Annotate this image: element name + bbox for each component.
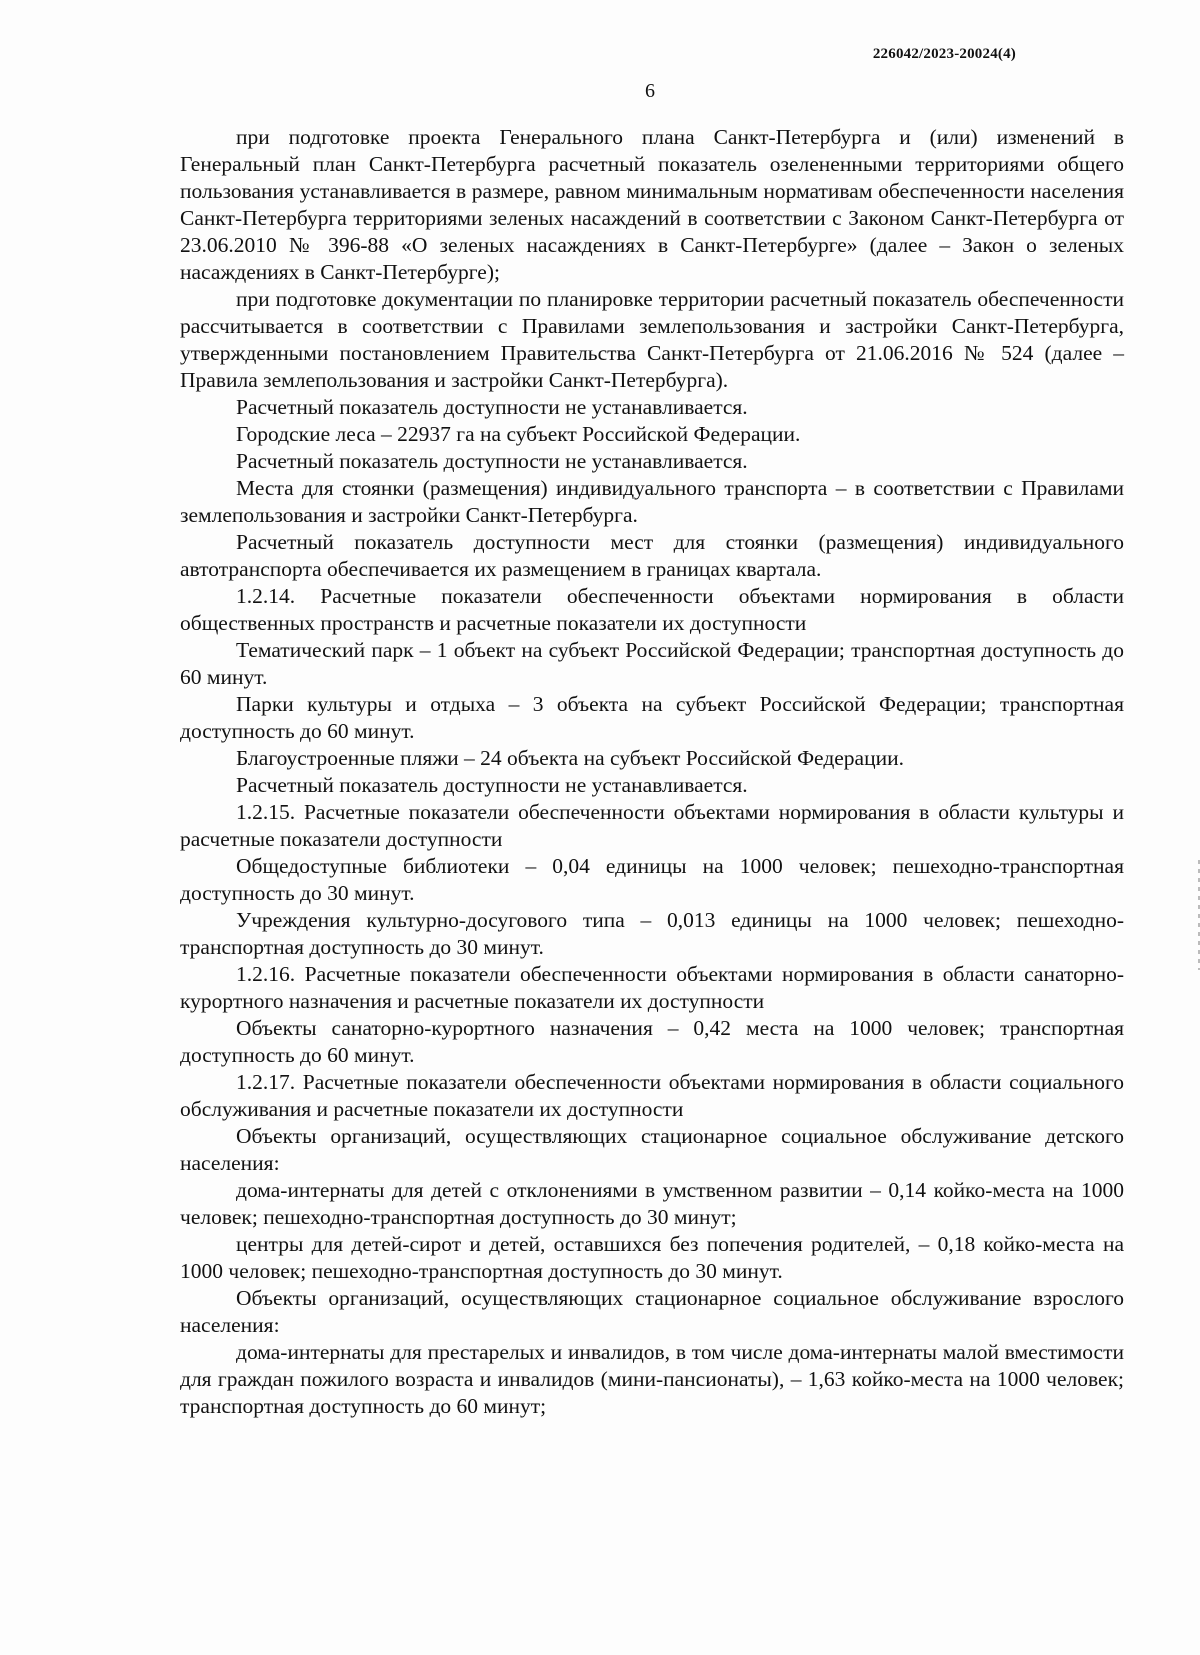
- paragraph: Учреждения культурно-досугового типа – 0,013 единицы на 1000 человек; пешеходно-транспортная доступность до 30 минут.: [180, 908, 1124, 959]
- paragraph: Расчетный показатель доступности не устанавливается.: [236, 449, 748, 473]
- paragraph: при подготовке документации по планировке территории расчетный показатель обеспеченности рассчитывается в соответствии с Правилами землепользования и застройки Санкт-Петербурга, утвержденными постановлением Правительства Санкт-Петербурга от 21.06.2016 № 524 (далее – Правила землепользования и застройки Санкт-Петербурга).: [180, 287, 1124, 392]
- paragraph: Общедоступные библиотеки – 0,04 единицы на 1000 человек; пешеходно-транспортная доступность до 30 минут.: [180, 854, 1124, 905]
- section-heading-1-2-17: 1.2.17. Расчетные показатели обеспеченности объектами нормирования в области социального обслуживания и расчетные показатели их доступности: [180, 1070, 1124, 1121]
- document-body: [180, 124, 1124, 1420]
- paragraph: при подготовке проекта Генерального плана Санкт-Петербурга и (или) изменений в Генеральный план Санкт-Петербурга расчетный показатель озелененными территориями общего пользования устанавливается в размере, равном минимальным нормативам обеспеченности населения Санкт-Петербурга территориями зеленых насаждений в соответствии с Законом Санкт-Петербурга от 23.06.2010 № 396-88 «О зеленых насаждениях в Санкт-Петербурге» (далее – Закон о зеленых насаждениях в Санкт-Петербурге);: [180, 125, 1124, 284]
- paragraph: Объекты организаций, осуществляющих стационарное социальное обслуживание взрослого населения:: [180, 1286, 1124, 1337]
- paragraph: Тематический парк – 1 объект на субъект Российской Федерации; транспортная доступность до 60 минут.: [180, 638, 1124, 689]
- paragraph: Благоустроенные пляжи – 24 объекта на субъект Российской Федерации.: [236, 746, 904, 770]
- section-heading-1-2-15: 1.2.15. Расчетные показатели обеспеченности объектами нормирования в области культуры и расчетные показатели доступности: [180, 800, 1124, 851]
- section-heading-1-2-16: 1.2.16. Расчетные показатели обеспеченности объектами нормирования в области санаторно-курортного назначения и расчетные показатели их доступности: [180, 962, 1124, 1013]
- paragraph: Расчетный показатель доступности мест для стоянки (размещения) индивидуального автотранспорта обеспечивается их размещением в границах квартала.: [180, 530, 1124, 581]
- paragraph: Расчетный показатель доступности не устанавливается.: [236, 395, 748, 419]
- page-number: 6: [645, 80, 655, 102]
- paragraph: Городские леса – 22937 га на субъект Российской Федерации.: [236, 422, 801, 446]
- paragraph: Объекты санаторно-курортного назначения – 0,42 места на 1000 человек; транспортная доступность до 60 минут.: [180, 1016, 1124, 1067]
- paragraph: Объекты организаций, осуществляющих стационарное социальное обслуживание детского населения:: [180, 1124, 1124, 1175]
- document-number: 226042/2023-20024(4): [872, 46, 1016, 62]
- paragraph: Места для стоянки (размещения) индивидуального транспорта – в соответствии с Правилами землепользования и застройки Санкт-Петербурга.: [180, 476, 1124, 527]
- paragraph: дома-интернаты для престарелых и инвалидов, в том числе дома-интернаты малой вместимости для граждан пожилого возраста и инвалидов (мини-пансионаты), – 1,63 койко-места на 1000 человек; транспортная доступность до 60 минут;: [180, 1340, 1124, 1418]
- paragraph: Парки культуры и отдыха – 3 объекта на субъект Российской Федерации; транспортная доступность до 60 минут.: [180, 692, 1124, 743]
- paragraph: Расчетный показатель доступности не устанавливается.: [236, 773, 748, 797]
- paragraph: центры для детей-сирот и детей, оставшихся без попечения родителей, – 0,18 койко-места на 1000 человек; пешеходно-транспортная доступность до 30 минут.: [180, 1232, 1124, 1283]
- paragraph: дома-интернаты для детей с отклонениями в умственном развитии – 0,14 койко-места на 1000 человек; пешеходно-транспортная доступность до 30 минут;: [180, 1178, 1124, 1229]
- section-heading-1-2-14: 1.2.14. Расчетные показатели обеспеченности объектами нормирования в области общественных пространств и расчетные показатели их доступности: [180, 584, 1124, 635]
